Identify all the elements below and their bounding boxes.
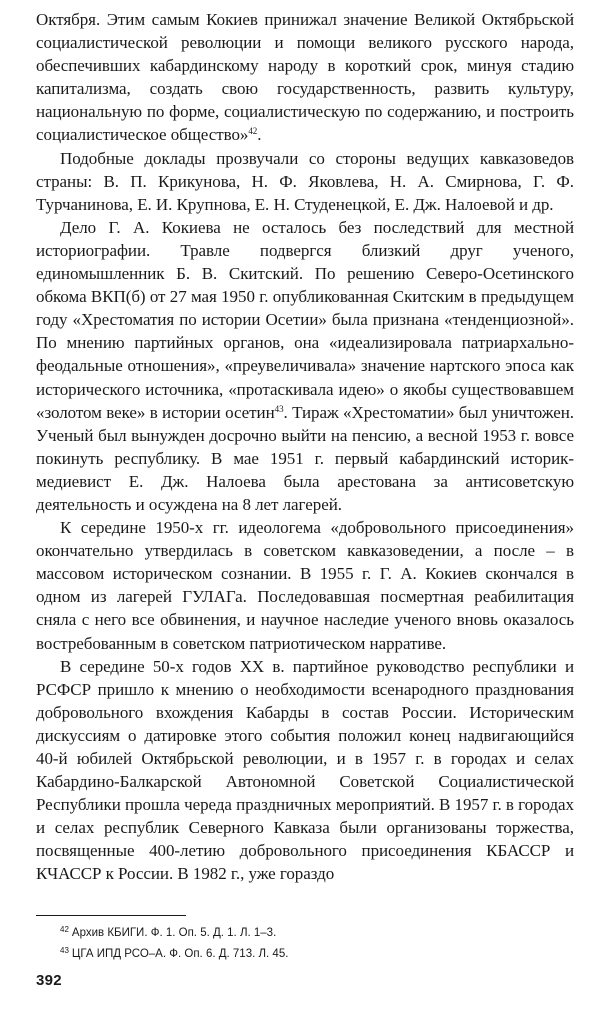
footnote-number: 42	[60, 925, 69, 934]
footnote-42	[60, 921, 560, 942]
paragraph-4: К середине 1950-х гг. идеологема «добровольного присоединения» окончательно утвердилась в советском кавказоведении, а после – в массовом историческом сознании. В 1955 г. Г. А. Кокиев скончался в одном из лагерей ГУЛАГа. Последовавшая посмертная реабилитация сняла с него все обвинения, и научное наследие ученого вновь оказалось востребованным в советском патриотическом нарративе.	[36, 518, 574, 653]
footnotes	[60, 921, 560, 963]
paragraph-2: Подобные доклады прозвучали со стороны ведущих кавказоведов страны: В. П. Крикунова, Н. Ф. Яковлева, Н. А. Смирнова, Г. Ф. Турчанинова, Е. И. Крупнова, Е. Н. Студенецкой, Е. Дж. Налоевой и др.	[36, 148, 574, 214]
footnote-ref-43[interactable]: 43	[274, 403, 284, 414]
paragraph-3: Дело Г. А. Кокиева не осталось без последствий для местной историографии. Травле подвергся близкий друг ученого, единомышленник Б. В. Скитский. По решению Северо-Осетинского обкома ВКП(б) от 27 мая 1950 г. опубликованная Скитским в предыдущем году «Хрестоматия по истории Осетии» была признана «тенденциозной». По мнению партийных органов, она «идеализировала патриархально-феодальные отношения», «преувеличивала» значение нартского эпоса как исторического источника, «протаскивала идею» о якобы существовавшем «золотом веке» в истории осетин$^{43}$. Тираж «Хрестоматии» был уничтожен. Ученый был вынужден досрочно выйти на пенсию, а весной 1953 г. вовсе покинуть республику. В мае 1951 г. первый кабардинский историк-медиевист Е. Дж. Налоева была арестована за антисоветскую деятельность и осуждена на 8 лет лагерей.	[36, 217, 575, 514]
footnote-number: 43	[60, 946, 69, 955]
footnote-ref-42[interactable]: 42	[248, 126, 258, 137]
footnote-43	[60, 942, 560, 963]
footnote-text: Архив КБИГИ. Ф. 1. Оп. 5. Д. 1. Л. 1–3.	[71, 927, 277, 939]
footnote-divider	[36, 915, 186, 916]
main-text	[36, 8, 574, 886]
paragraph-5: В середине 50-х годов XX в. партийное руководство республики и РСФСР пришло к мнению о необходимости всенародного празднования добровольного вхождения Кабарды в состав России. Историческим дискуссиям о датировке этого события положил конец надвигающийся 40-й юбилей Октябрьской революции, и в 1957 г. в городах и селах Кабардино-Балкарской Автономной Советской Социалистической Республики прошла череда праздничных мероприятий. В 1957 г. в городах и селах республик Северного Кавказа были организованы торжества, посвященные 400-летию добровольного присоединения КБАССР и КЧАССР к России. В 1982 г., уже гораздо	[36, 656, 574, 884]
page-number: 392	[36, 972, 62, 989]
paragraph-1: Октября. Этим самым Кокиев принижал значение Великой Октябрьской социалистической революции и помощи великого русского народа, обеспечивших кабардинскому народу в короткий срок, минуя стадию капитализма, создать свою государственность, развить культуру, национальную по форме, социалистическую по содержанию, и построить социалистическое общество»$^{42}$.	[36, 10, 574, 145]
footnote-text: ЦГА ИПД РСО–А. Ф. Оп. 6. Д. 713. Л. 45.	[71, 948, 289, 960]
